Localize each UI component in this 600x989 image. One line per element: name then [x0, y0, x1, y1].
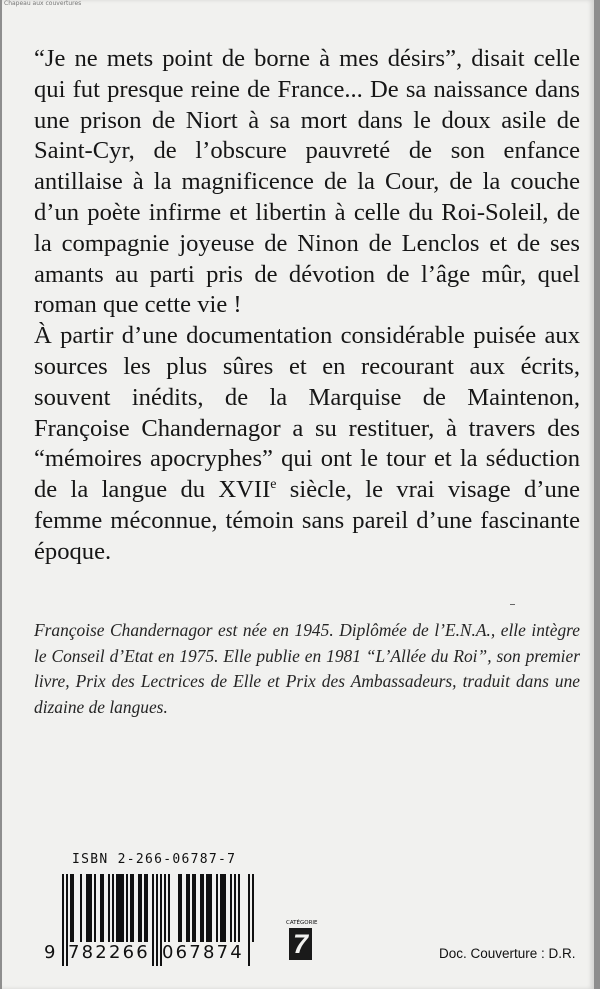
barcode-bar: [88, 874, 90, 942]
barcode-bar: [216, 874, 218, 942]
barcode-bar: [90, 874, 92, 942]
barcode-bar: [94, 874, 96, 942]
barcode-digits-right: 067874: [162, 942, 244, 963]
barcode-bar: [220, 874, 222, 942]
barcode-bar: [192, 874, 194, 942]
divider-mark: [510, 604, 515, 605]
barcode-bar: [206, 874, 208, 942]
author-bio: Françoise Chandernagor est née en 1945. Diplômée de l’E.N.A., elle intègre le Conseil d’Etat en 1975. Elle publie en 1981 “L’Allée du Roi”, son premier livre, Prix des Lectrices de Elle et Prix des Ambassadeurs, traduit dans une dizaine de langues.: [34, 620, 580, 717]
barcode-bar: [122, 874, 124, 942]
barcode-bar: [72, 874, 74, 942]
barcode-bar: [132, 874, 134, 942]
barcode-bar: [62, 874, 64, 966]
barcode-bar: [164, 874, 166, 942]
barcode-bar: [146, 874, 148, 942]
barcode-bar: [102, 874, 104, 942]
barcode-bar: [180, 874, 182, 942]
barcode-bar: [130, 874, 132, 942]
barcode-bar: [168, 874, 170, 942]
blurb-paragraph-2: [34, 321, 580, 567]
barcode-bar: [222, 874, 224, 942]
barcode-bar: [252, 874, 254, 942]
barcode-bar: [126, 874, 128, 942]
barcode-bar: [80, 874, 82, 942]
barcode-bar: [138, 874, 140, 942]
blurb-paragraph-2-end: siècle, le vrai visage d’une femme méconnue, témoin sans pareil d’une fascinante époque.: [34, 476, 580, 565]
barcode-bar: [86, 874, 88, 942]
isbn: ISBN 2-266-06787-7: [72, 852, 237, 867]
barcode-bar: [194, 874, 196, 942]
category-label: CATÉGORIE: [286, 920, 318, 926]
barcode-bar: [200, 874, 202, 942]
barcode-bar: [188, 874, 190, 942]
barcode-digits-left: 782266: [68, 942, 150, 963]
barcode-bar: [202, 874, 204, 942]
barcode-bar: [186, 874, 188, 942]
blurb-paragraph-1: “Je ne mets point de borne à mes désirs”, disait celle qui fut presque reine de France... De sa naissance dans une prison de Niort à sa mort dans le doux asile de Saint-Cyr, de l’obscure pauvreté de son enfance antillaise à la magnificence de la Cour, de la couche d’un poète infirme et libertin à celle du Roi-Soleil, de la compagnie joyeuse de Ninon de Lenclos et de ses amants au parti pris de dévotion de l’âge mûr, quel roman que cette vie !: [34, 45, 580, 319]
barcode-bar: [108, 874, 110, 942]
barcode-bar: [156, 874, 158, 966]
cover-credit: Doc. Couverture : D.R.: [439, 946, 576, 961]
barcode-bar: [70, 874, 72, 942]
back-cover: [2, 0, 594, 989]
blurb-paragraph-2-text: À partir d’une documentation considérable puisée aux sources les plus sûres et en recourant aux écrits, souvent inédits, de la Marquise de Maintenon, Françoise Chandernagor a su restituer, à travers des “mémoires apocryphes” qui ont le tour et la séduction de la langue du XVII: [34, 322, 580, 504]
barcode-bar: [100, 874, 102, 942]
barcode-bar: [152, 874, 154, 966]
barcode-bar: [140, 874, 142, 942]
category-badge: 7: [289, 928, 312, 960]
barcode-bar: [178, 874, 180, 942]
barcode-bar: [234, 874, 236, 942]
barcode-lead-digit: 9: [44, 942, 56, 963]
barcode-bar: [230, 874, 232, 942]
barcode-bar: [238, 874, 240, 942]
barcode-bar: [116, 874, 118, 942]
barcode-bar: [120, 874, 122, 942]
barcode-bar: [118, 874, 120, 942]
barcode-bar: [210, 874, 212, 942]
barcode-bar: [144, 874, 146, 942]
barcode-bar: [208, 874, 210, 942]
superscript-e: e: [270, 476, 277, 492]
barcode-bar: [224, 874, 226, 942]
barcode-bar: [112, 874, 114, 942]
blurb: [34, 44, 580, 568]
barcode-bar: [248, 874, 250, 966]
corner-label: Chapeau aux couvertures: [4, 0, 82, 7]
